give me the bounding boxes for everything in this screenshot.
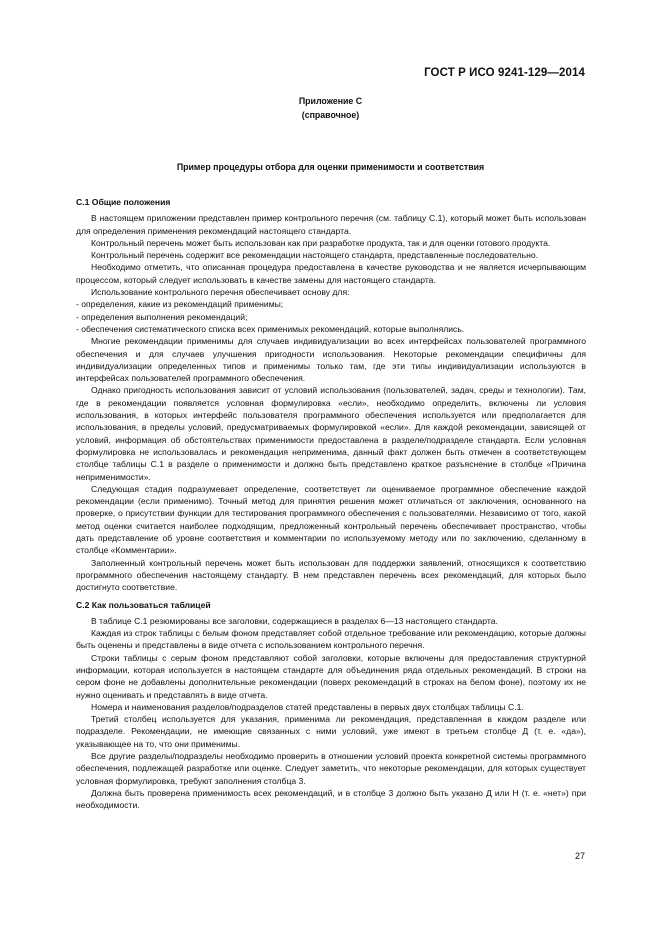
document-title: Пример процедуры отбора для оценки применимости и соответствия [176, 162, 485, 172]
list-item: - определения, какие из рекомендаций применимы; [76, 299, 284, 310]
appendix-title: Приложение С [298, 96, 363, 106]
standard-code: ГОСТ Р ИСО 9241-129—2014 [424, 67, 585, 79]
paragraph: Все другие разделы/подразделы необходимо проверить в отношении условий проекта конкретной системы программного обеспечения, подлежащей разработке или оценке. Следует заметить, что некоторые рекомендации, для которых существует условная формулировка, требуют заполнения столбца 3. [76, 751, 586, 786]
paragraph: Строки таблицы с серым фоном представляют собой заголовки, которые включены для предоставления структурной информации, которая используется в настоящем стандарте для объединения ряда отдельных рекомендаций. В строки на сером фоне не добавлены дополнительные рекомендации (поверх рекомендаций в строках на белом фоне), поэтому их не нужно оценивать и представлять в виде отчета. [76, 652, 586, 700]
paragraph: Однако пригодность использования зависит от условий использования (пользователей, задач, среды и технологии). Там, где в рекомендации появляется условная формулировка «если», необходимо определить, включены ли условия использования, в которых интерфейс пользователя программного обеспечения используется или предполагается для использования, в пределы условий, предусматриваемых формулировкой «если». Для каждой рекомендации, зависящей от условий, информация об обстоятельствах применимости предоставлена в разделе/подразделе стандарта. Если условная формулировка не использовалась и рекомендация неприменима, данный факт должен быть отмечен в соответствующем столбце таблицы С.1 в разделе о применимости и должно быть представлено краткое разъяснение в столбце «Причина неприменимости». [76, 385, 586, 482]
appendix-heading [0, 94, 661, 122]
paragraph: Заполненный контрольный перечень может быть использован для поддержки заявлений, относящихся к соответствию программного обеспечения настоящему стандарту. В нем представлен перечень всех рекомендаций, для которых было достигнуто соответствие. [76, 557, 586, 593]
paragraph: Следующая стадия подразумевает определение, соответствует ли оцениваемое программное обеспечение каждой рекомендации (если применимо). Точный метод для принятия решения может отличаться от заключения, основанного на проверке, о присутствии функции для тестирования программного обеспечения с пользователями. Независимо от того, какой метод оценки считается наиболее подходящим, предложенный контрольный перечень обеспечивает пространство, чтобы дать представление об уровне соответствия и комментарии по используемому методу или по заключению, сделанному в столбце «Комментарии». [76, 483, 586, 556]
paragraph: Третий столбец используется для указания, применима ли рекомендация, представленная в каждом разделе или подразделе. Рекомендации, не имеющие связанных с ними условий, уже имеют в третьем столбце Д (т. е. «да»), указывающее на то, что они применимы. [76, 714, 586, 749]
page-number: 27 [574, 851, 585, 861]
paragraph: Каждая из строк таблицы с белым фоном представляет собой отдельное требование или рекомендацию, которые должны быть оценены и представлены в виде отчета с использованием контрольного перечня. [76, 628, 586, 651]
paragraph: В таблице С.1 резюмированы все заголовки, содержащиеся в разделах 6—13 настоящего стандарта. [91, 615, 498, 626]
paragraph: Контрольный перечень может быть использован как при разработке продукта, так и для оценки готового продукта. [91, 237, 551, 248]
paragraph: Использование контрольного перечня обеспечивает основу для: [91, 287, 350, 298]
section-heading-c1: С.1 Общие положения [76, 197, 171, 207]
paragraph: Контрольный перечень содержит все рекомендации настоящего стандарта, представленные последовательно. [91, 250, 538, 261]
list-item: - обеспечения систематического списка всех применимых рекомендаций, которые выполнялись. [76, 323, 465, 334]
paragraph: Многие рекомендации применимы для случаев индивидуализации во всех интерфейсах пользователей программного обеспечения и для случаев улучшения пригодности использования. Некоторые рекомендации специфичны для индивидуализации определенных типов и применимы только там, где эти типы индивидуализации используются в интерфейсах пользователей программного обеспечения. [76, 336, 586, 384]
appendix-subtitle: (справочное) [301, 110, 360, 120]
paragraph: В настоящем приложении представлен пример контрольного перечня (см. таблицу С.1), который может быть использован для определения применения рекомендаций настоящего стандарта. [76, 213, 586, 236]
paragraph: Необходимо отметить, что описанная процедура предоставлена в качестве руководства и не является исчерпывающим процессом, который следует использовать в качестве замены для настоящего стандарта. [76, 262, 586, 285]
paragraph: Должна быть проверена применимость всех рекомендаций, и в столбце 3 должно быть указано Д или Н (т. е. «нет») при необходимости. [76, 787, 586, 811]
list-item: - определения выполнения рекомендаций; [76, 311, 248, 322]
document-body [76, 196, 586, 812]
paragraph: Номера и наименования разделов/подразделов статей представлены в первых двух столбцах таблицы С.1. [91, 701, 524, 712]
section-heading-c2: С.2 Как пользоваться таблицей [76, 599, 211, 610]
